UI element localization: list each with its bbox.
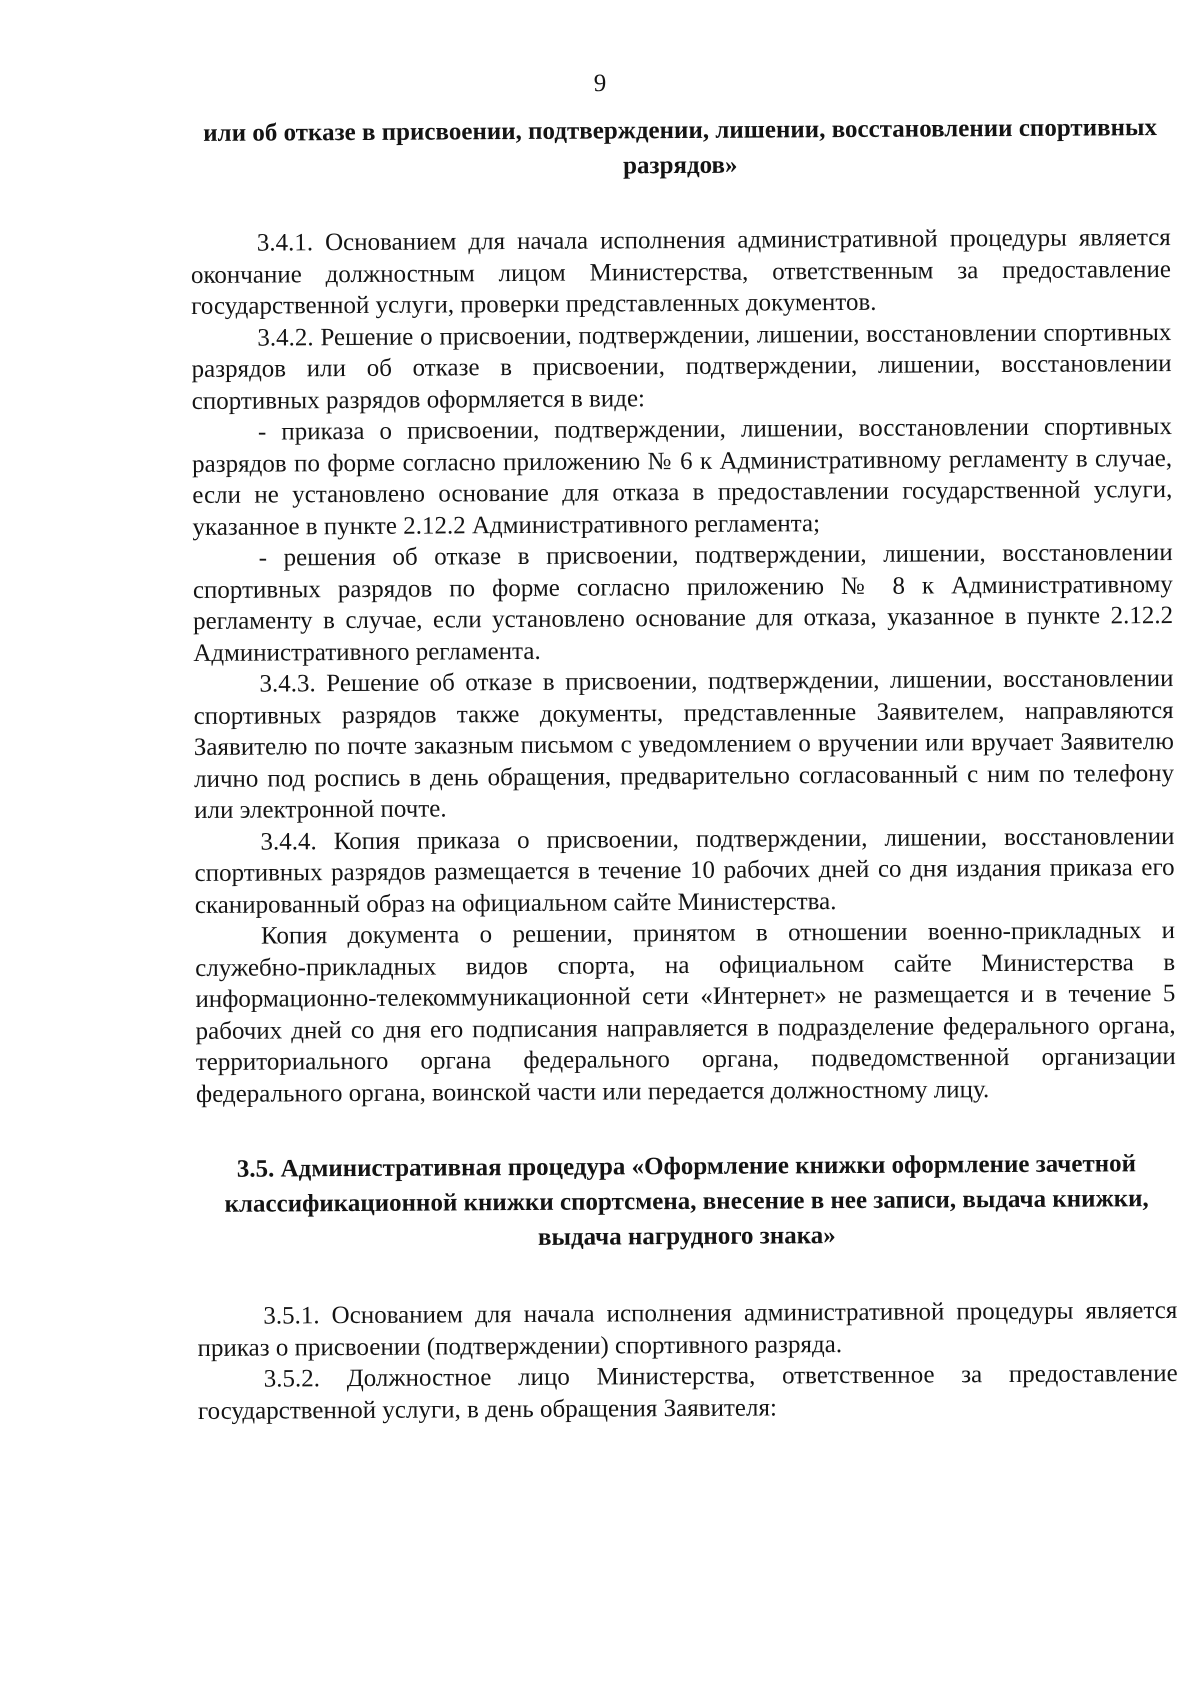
list-item-order: - приказа о присвоении, подтверждении, лишении, восстановлении спортивных разрядов по форме согласно приложению № 6 к Административному регламенту в случае, если не установлено основание для отказа в предоставлении государственной услуги, указанное в пункте 2.12.2 Административного регламента;: [192, 413, 1173, 541]
list-item-refusal: - решения об отказе в присвоении, подтверждении, лишении, восстановлении спортивных разрядов по форме согласно приложению № 8 к Административному регламенту в случае, если установлено основание для отказа, указанное в пункте 2.12.2 Административного регламента.: [192, 539, 1174, 667]
paragraph-3-4-4: 3.4.4. Копия приказа о присвоении, подтверждении, лишении, восстановлении спортивных разрядов размещается в течение 10 рабочих дней со дня издания приказа его сканированный образ на официальном сайте Министерства.: [194, 822, 1175, 919]
paragraph-military-sports: Копия документа о решении, принятом в отношении военно-прикладных и служебно-прикладных видов спорта, на официальном сайте Министерства в информационно-телекоммуникационной сети «Интернет» не размещается и в течение 5 рабочих дней со дня его подписания направляется в подразделение федерального органа, территориального органа федерального органа, подведомственной организации федерального органа, воинской части или передается должностному лицу.: [195, 916, 1176, 1108]
section-heading-3-5: 3.5. Административная процедура «Оформление книжки оформление зачетной классификационной книжки спортсмена, внесение в нее записи, выдача книжки, выдача нагрудного знака»: [224, 1150, 1149, 1251]
paragraph-3-4-3: 3.4.3. Решение об отказе в присвоении, подтверждении, лишении, восстановлении спортивных разрядов также документы, представленные Заявителем, направляются Заявителю по почте заказным письмом с уведомлением о вручении или вручает Заявителю лично под роспись в день обращения, предварительно согласованный с ним по телефону или электронной почте.: [193, 665, 1175, 824]
document-body: [190, 110, 1178, 1427]
paragraph-3-5-1: 3.5.1. Основанием для начала исполнения административной процедуры является приказ о присвоении (подтверждении) спортивного разряда.: [197, 1296, 1178, 1362]
paragraph-3-4-2: 3.4.2. Решение о присвоении, подтверждении, лишении, восстановлении спортивных разрядов или об отказе в присвоении, подтверждении, лишении, восстановлении спортивных разрядов оформляется в виде:: [191, 318, 1172, 415]
section-heading-continued: или об отказе в присвоении, подтверждении, лишении, восстановлении спортивных разрядов»: [203, 114, 1158, 180]
paragraph-3-5-2: 3.5.2. Должностное лицо Министерства, ответственное за предоставление государственной услуги, в день обращения Заявителя:: [197, 1359, 1178, 1425]
page-number: 9: [593, 70, 607, 97]
paragraph-3-4-1: 3.4.1. Основанием для начала исполнения административной процедуры является окончание должностным лицом Министерства, ответственным за предоставление государственной услуги, проверки представленных документов.: [190, 224, 1172, 320]
